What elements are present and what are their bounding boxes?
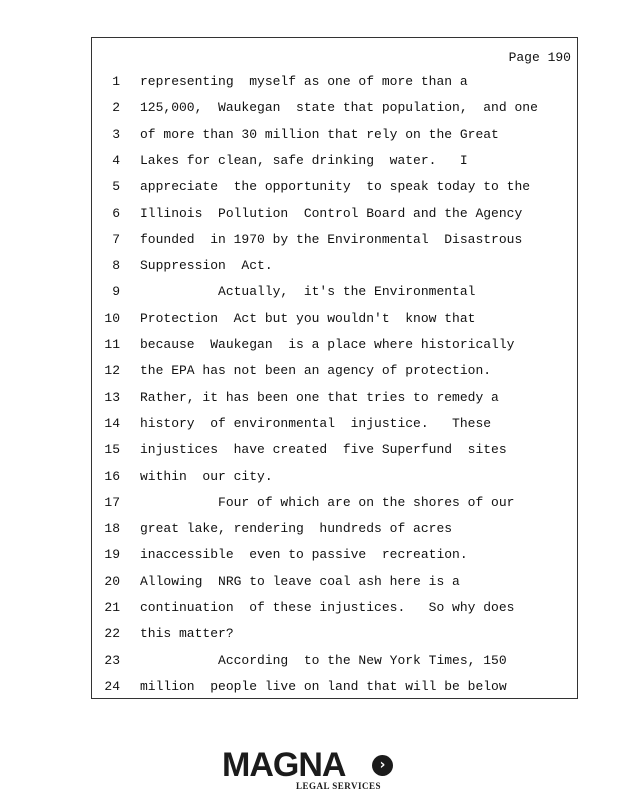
transcript-line — [92, 442, 577, 462]
line-text: the EPA has not been an agency of protection. — [140, 363, 492, 379]
line-number: 19 — [104, 547, 120, 563]
transcript-line — [92, 232, 577, 252]
arrow-circle-icon: › — [372, 755, 393, 776]
line-number: 15 — [104, 442, 120, 458]
line-text: Protection Act but you wouldn't know that — [140, 310, 476, 326]
transcript-line — [92, 258, 577, 278]
line-text: because Waukegan is a place where historically — [140, 337, 515, 352]
line-number: 12 — [104, 363, 120, 379]
logo-wordmark: MAGNA — [222, 746, 346, 784]
line-number: 18 — [104, 521, 120, 537]
line-number: 3 — [112, 126, 120, 142]
line-text: founded in 1970 by the Environmental Disastrous — [140, 231, 523, 247]
line-text: Allowing NRG to leave coal ash here is a — [140, 573, 460, 589]
transcript-line — [92, 626, 577, 646]
transcript-line — [92, 495, 577, 515]
transcript-line — [92, 363, 577, 383]
line-text: representing myself as one of more than a — [140, 74, 468, 89]
line-number: 24 — [104, 678, 120, 694]
line-text: million people live on land that will be below — [140, 678, 507, 694]
line-text: continuation of these injustices. So why does — [140, 600, 515, 615]
magna-logo — [222, 748, 402, 792]
line-number: 16 — [104, 468, 120, 484]
line-text: Rather, it has been one that tries to remedy a — [140, 389, 499, 405]
line-text: history of environmental injustice. These — [140, 415, 492, 431]
line-number: 10 — [104, 310, 120, 326]
line-text: Four of which are on the shores of our — [140, 494, 515, 510]
line-text: injustices have created five Superfund sites — [140, 442, 507, 458]
transcript-line — [92, 74, 577, 94]
transcript-line — [92, 127, 577, 147]
transcript-line — [92, 653, 577, 673]
transcript-line — [92, 469, 577, 489]
line-number: 1 — [112, 74, 120, 89]
line-number: 4 — [112, 152, 120, 168]
line-text: Illinois Pollution Control Board and the Agency — [140, 205, 523, 221]
transcript-line — [92, 153, 577, 173]
line-number: 8 — [112, 258, 120, 274]
line-text: Lakes for clean, safe drinking water. I — [140, 152, 468, 168]
transcript-line — [92, 337, 577, 357]
line-text: inaccessible even to passive recreation. — [140, 547, 468, 563]
line-text: of more than 30 million that rely on the Great — [140, 126, 499, 142]
line-number: 13 — [104, 389, 120, 405]
line-number: 14 — [104, 415, 120, 431]
line-number: 5 — [112, 179, 120, 195]
transcript-line — [92, 390, 577, 410]
transcript-line — [92, 311, 577, 331]
transcript-page — [91, 37, 578, 699]
line-number: 21 — [104, 600, 120, 615]
logo-subtitle: LEGAL SERVICES — [296, 781, 381, 791]
line-text: great lake, rendering hundreds of acres — [140, 521, 453, 537]
line-text: According to the New York Times, 150 — [140, 652, 507, 668]
transcript-line — [92, 206, 577, 226]
transcript-line — [92, 100, 577, 120]
line-text: 125,000, Waukegan state that population, and one — [140, 100, 538, 116]
line-number: 9 — [112, 284, 120, 300]
transcript-line — [92, 179, 577, 199]
transcript-line — [92, 600, 577, 620]
line-number: 7 — [112, 231, 120, 247]
page-number: Page 190 — [508, 50, 571, 65]
line-number: 22 — [104, 626, 120, 642]
transcript-line — [92, 521, 577, 541]
transcript-line — [92, 547, 577, 567]
line-number: 17 — [104, 494, 120, 510]
line-text: this matter? — [140, 626, 234, 642]
transcript-line — [92, 574, 577, 594]
line-text: Actually, it's the Environmental — [140, 284, 476, 300]
line-text: appreciate the opportunity to speak today to the — [140, 179, 531, 195]
line-number: 20 — [104, 573, 120, 589]
transcript-line — [92, 416, 577, 436]
line-number: 2 — [112, 100, 120, 116]
transcript-line — [92, 679, 577, 699]
line-number: 11 — [104, 337, 120, 352]
transcript-line — [92, 284, 577, 304]
line-number: 23 — [104, 652, 120, 668]
line-text: Suppression Act. — [140, 258, 273, 274]
line-text: within our city. — [140, 468, 273, 484]
line-number: 6 — [112, 205, 120, 221]
